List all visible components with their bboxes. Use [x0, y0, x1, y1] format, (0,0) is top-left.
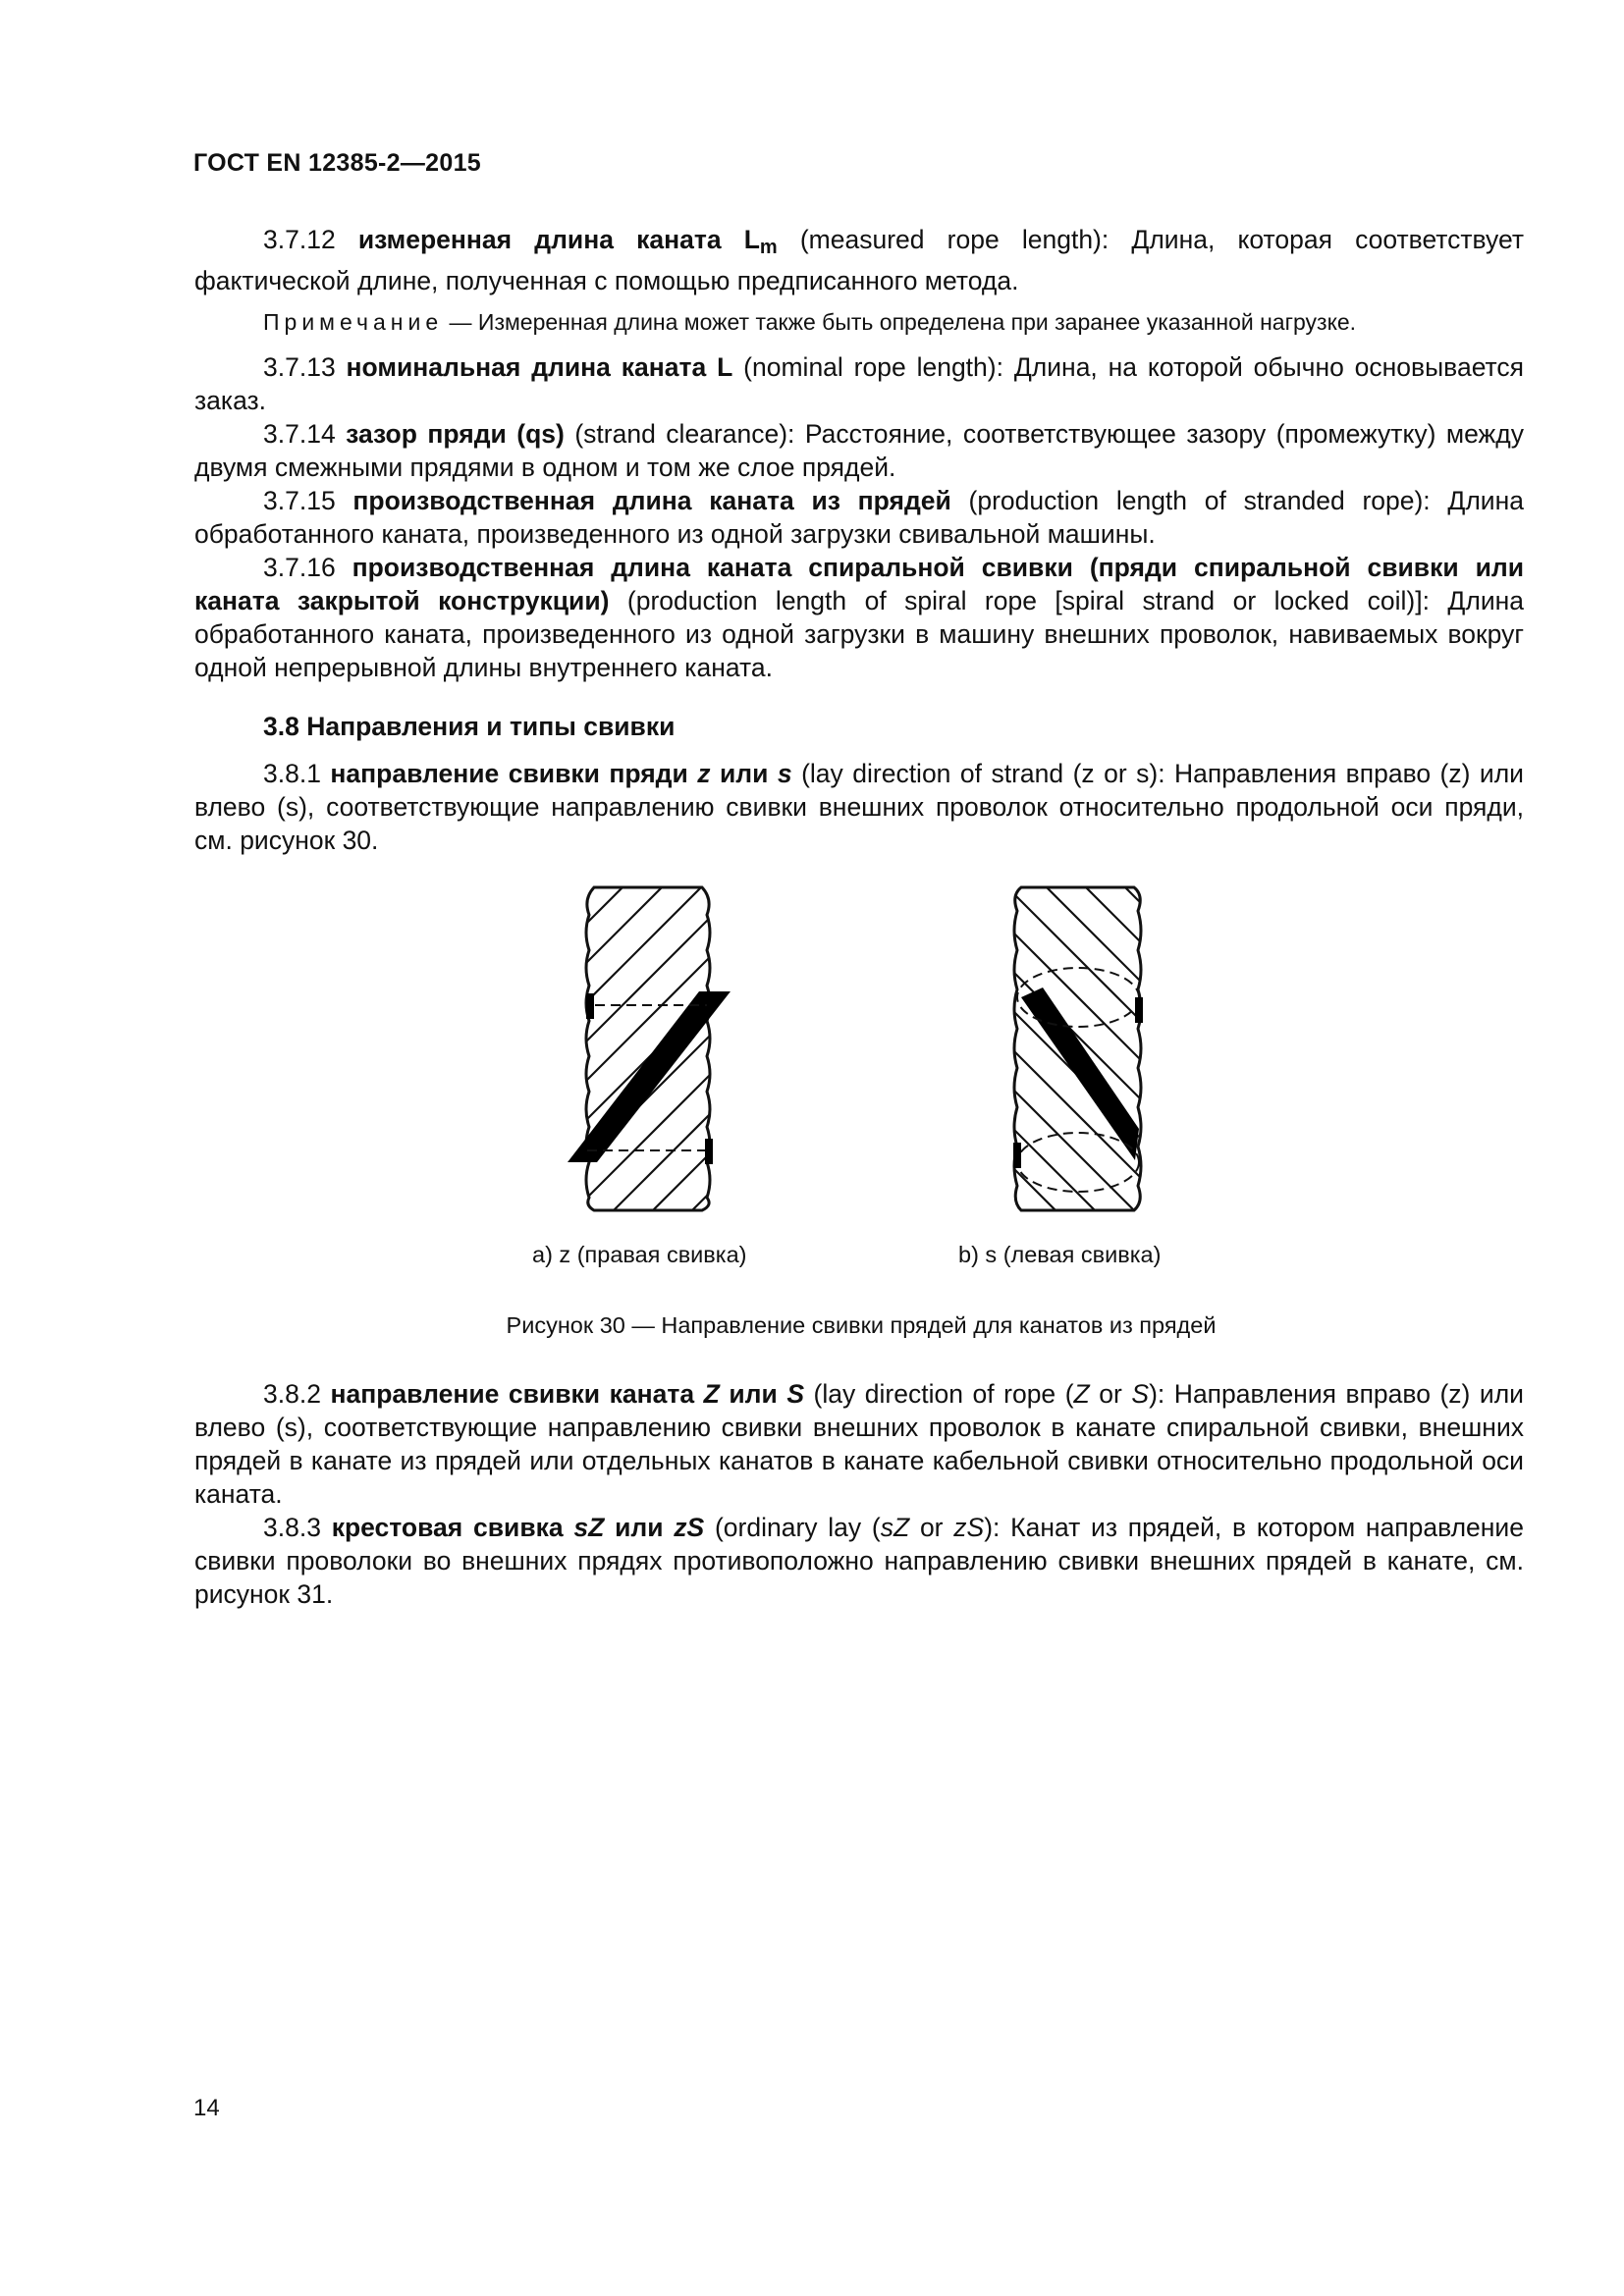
- clause-number: 3.7.12: [263, 225, 358, 254]
- page-number: 14: [193, 2095, 220, 2121]
- main-text-continued: [194, 1377, 1524, 1611]
- italic-symbol: sZ: [880, 1513, 910, 1542]
- definition: (strand clearance): Расстояние, соответствующее зазору (промежутку) между двумя смежными прядями в одном и том же слое прядей.: [194, 419, 1524, 482]
- italic-symbol: S: [1131, 1379, 1150, 1409]
- strand-z-lay-drawing: [550, 872, 943, 1225]
- definition: (lay direction of strand (z or s): Направления вправо (z) или влево (s), соответствующие направлению свивки внешних проволок относительно продольной оси пряди, см. рисунок 30.: [194, 759, 1524, 855]
- main-text: [194, 223, 1524, 857]
- definition: ): Канат из прядей, в котором направление свивки проволоки во внешних прядях противоположно направлению свивки внешних прядей в канате, см. рисунок 31.: [194, 1513, 1524, 1609]
- paragraph-3-7-13: [194, 350, 1524, 417]
- definition: (lay direction of rope (: [804, 1379, 1074, 1409]
- term: производственная длина каната из прядей: [352, 486, 951, 515]
- term-italic: z: [697, 759, 711, 788]
- term: или: [604, 1513, 675, 1542]
- definition: (nominal rope length): Длина, на которой обычно основывается заказ.: [194, 352, 1524, 415]
- term: направление свивки каната: [330, 1379, 704, 1409]
- document-header: ГОСТ EN 12385-2—2015: [193, 149, 481, 177]
- term-subscript: m: [759, 237, 778, 258]
- term: номинальная длина каната L: [346, 352, 733, 382]
- term: или: [719, 1379, 787, 1409]
- section-heading-3-8: 3.8 Направления и типы свивки: [263, 712, 676, 741]
- definition: or: [909, 1513, 954, 1542]
- clause-number: 3.8.1: [263, 759, 331, 788]
- definition: or: [1089, 1379, 1132, 1409]
- figure-caption-b: b) s (левая свивка): [958, 1242, 1162, 1267]
- paragraph-3-7-16: [194, 551, 1524, 684]
- term: производственная длина каната спиральной свивки (пряди спиральной свивки или каната закрытой конструкции): [194, 553, 1524, 615]
- note-label: Примечание: [263, 309, 444, 335]
- term: измеренная длина каната L: [357, 225, 760, 254]
- figure-title: Рисунок 30 — Направление свивки прядей для канатов из прядей: [506, 1312, 1217, 1338]
- term-italic: s: [777, 759, 792, 788]
- definition: (production length of spiral rope [spiral strand or locked coil)]: Длина обработанного каната, произведенного из одной загрузки в машину внешних проволок, навиваемых вокруг одной непрерывной длины внутреннего каната.: [194, 586, 1525, 682]
- clause-number: 3.8.3: [263, 1513, 332, 1542]
- paragraph-3-8-2: [194, 1377, 1524, 1511]
- clause-number: 3.8.2: [263, 1379, 331, 1409]
- figure-caption-a: a) z (правая свивка): [532, 1242, 747, 1267]
- paragraph-3-8-3: [194, 1511, 1524, 1611]
- definition: ): Направления вправо (z) или влево (s), соответствующие направлению свивки внешних проволок в канате спиральной свивки, внешних прядей в канате из прядей или отдельных канатов в канате кабельной свивки относительно продольной оси каната.: [194, 1379, 1524, 1509]
- paragraph-3-7-14: [194, 417, 1524, 484]
- clause-number: 3.7.16: [263, 553, 352, 582]
- term-italic: S: [786, 1379, 804, 1409]
- term-italic: sZ: [573, 1513, 605, 1542]
- note: [194, 305, 1524, 339]
- term: направление свивки пряди: [330, 759, 698, 788]
- strand-s-lay-drawing: [982, 872, 1178, 1225]
- term-italic: Z: [703, 1379, 720, 1409]
- definition: (production length of stranded rope): Длина обработанного каната, произведенного из одной загрузки свивальной машины.: [194, 486, 1524, 549]
- italic-symbol: zS: [953, 1513, 985, 1542]
- paragraph-3-8-1: [194, 757, 1524, 857]
- paragraph-3-7-12: [194, 223, 1524, 297]
- clause-number: 3.7.13: [263, 352, 347, 382]
- term: крестовая свивка: [331, 1513, 574, 1542]
- term-italic: zS: [674, 1513, 705, 1542]
- definition: (ordinary lay (: [704, 1513, 881, 1542]
- clause-number: 3.7.15: [263, 486, 353, 515]
- term: зазор пряди (qs): [346, 419, 565, 449]
- term: или: [710, 759, 778, 788]
- figure-30: [0, 872, 1624, 1225]
- paragraph-3-7-15: [194, 484, 1524, 551]
- italic-symbol: Z: [1073, 1379, 1090, 1409]
- definition: (measured rope length): Длина, которая соответствует фактической длине, полученная с помощью предписанного метода.: [194, 225, 1524, 295]
- clause-number: 3.7.14: [263, 419, 347, 449]
- note-text: — Измеренная длина может также быть определена при заранее указанной нагрузке.: [443, 309, 1357, 335]
